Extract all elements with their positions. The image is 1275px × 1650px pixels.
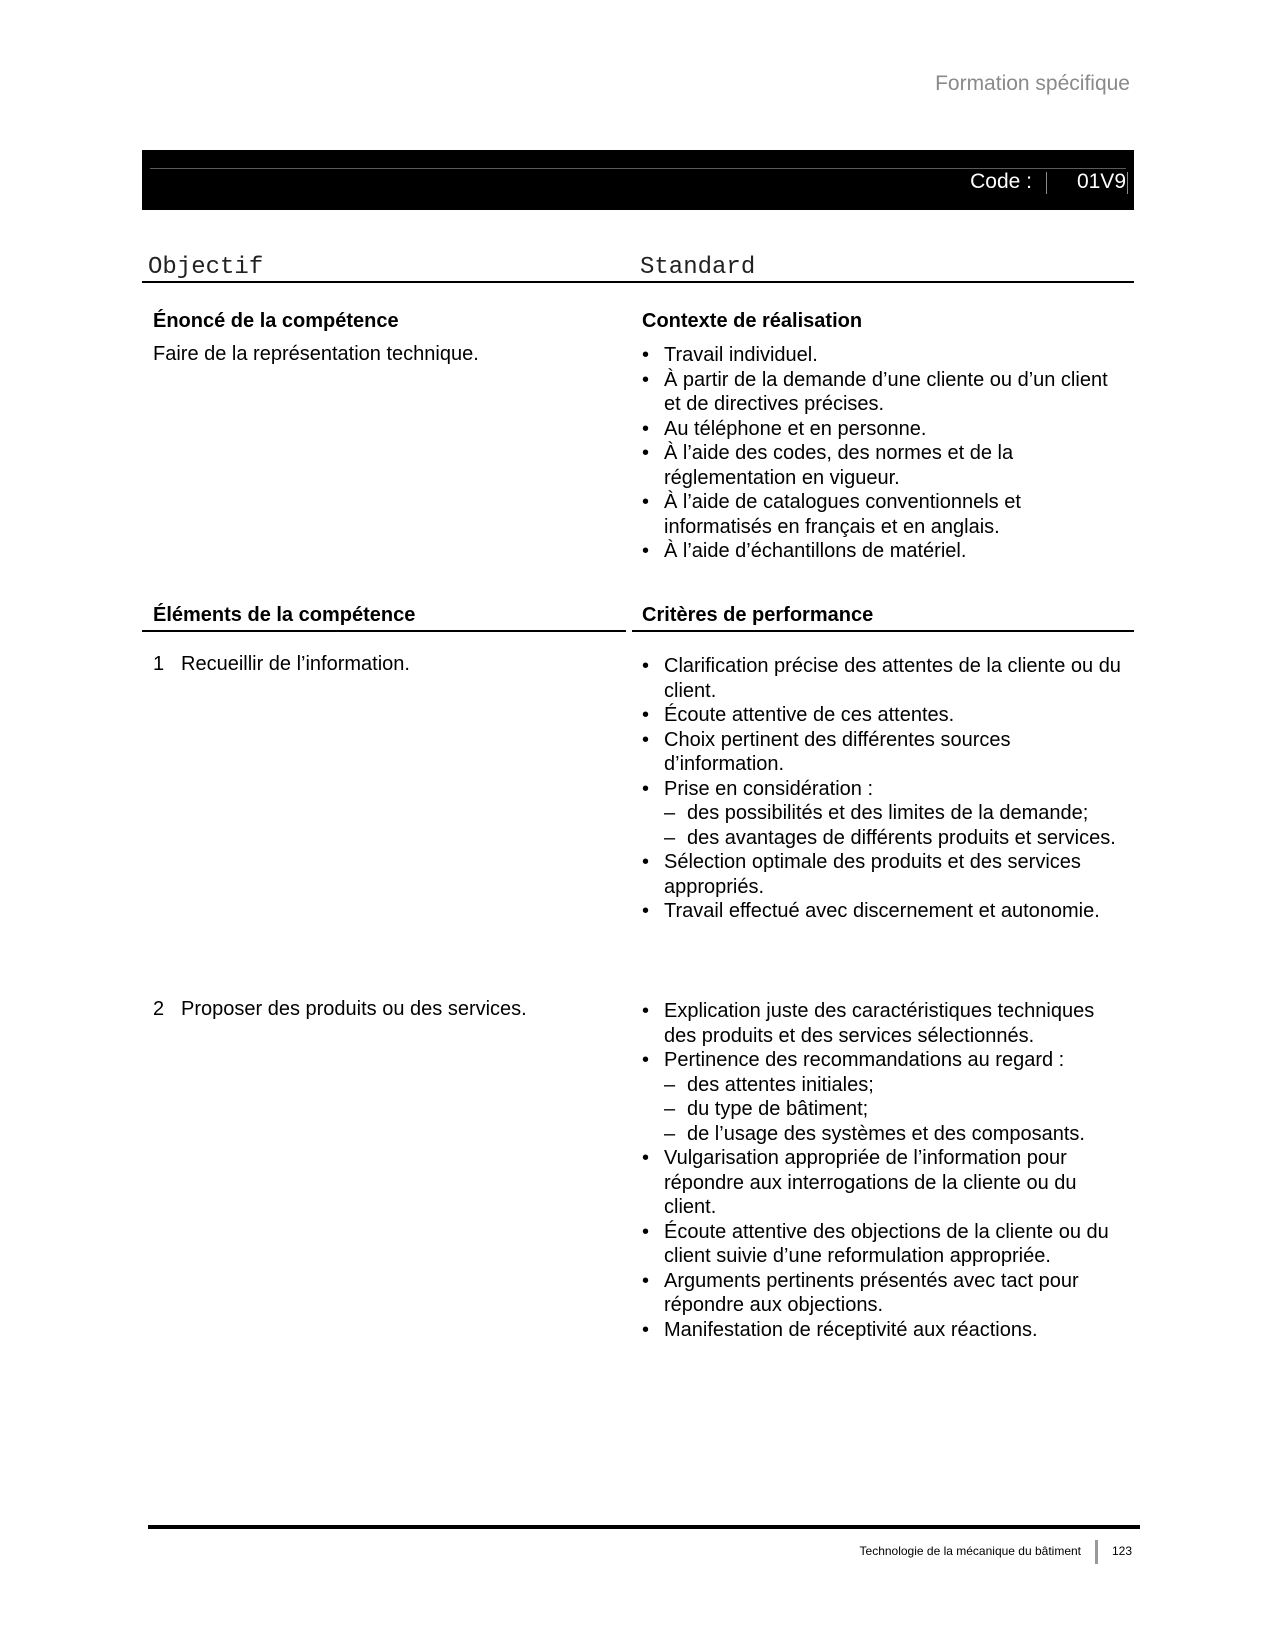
contexte-item: • À l’aide d’échantillons de matériel. [642, 539, 1112, 564]
contexte-item: • À partir de la demande d’une cliente ou d’un client et de directives précises. [642, 368, 1112, 417]
code-separator [1046, 172, 1047, 194]
criterion-item: • Choix pertinent des différentes sources d’information. [642, 728, 1122, 777]
criterion-item: • Vulgarisation appropriée de l’information pour répondre aux interrogations de la cliente ou du client. [642, 1146, 1122, 1220]
code-value: 01V9 [1076, 170, 1126, 193]
footer-title: Technologie de la mécanique du bâtiment [859, 1544, 1081, 1558]
footer-separator [1095, 1540, 1098, 1564]
criterion-item: • Écoute attentive des objections de la cliente ou du client suivie d’une reformulation appropriée. [642, 1220, 1122, 1269]
criterion-subitem: – du type de bâtiment; [664, 1097, 1122, 1122]
contexte-item: • Au téléphone et en personne. [642, 417, 1112, 442]
criterion-item [642, 777, 1122, 851]
enonce-heading: Énoncé de la compétence [153, 310, 399, 332]
criterion-subitem: – des possibilités et des limites de la demande; [664, 801, 1122, 826]
criterion-subitem: – des avantages de différents produits et services. [664, 826, 1122, 851]
running-head: Formation spécifique [935, 72, 1130, 95]
element-number: 2 [153, 998, 165, 1020]
criterion-item: • Manifestation de réceptivité aux réactions. [642, 1318, 1122, 1343]
criterion-item: • Écoute attentive de ces attentes. [642, 703, 1122, 728]
criteres-rule [632, 630, 1134, 632]
contexte-item: • À l’aide de catalogues conventionnels et informatisés en français et en anglais. [642, 490, 1112, 539]
criterion-item: • Travail effectué avec discernement et autonomie. [642, 899, 1122, 924]
element-label: Proposer des produits ou des services. [181, 998, 527, 1020]
contexte-list [642, 343, 1112, 564]
element-2 [153, 997, 527, 1022]
criterion-subitem: – des attentes initiales; [664, 1073, 1122, 1098]
criteria-list-1 [642, 654, 1122, 924]
title-bar [142, 150, 1134, 210]
criterion-text: Pertinence des recommandations au regard : [664, 1049, 1065, 1071]
enonce-text: Faire de la représentation technique. [153, 343, 479, 365]
code-value-border [1127, 172, 1128, 194]
criteres-heading: Critères de performance [642, 604, 874, 626]
elements-rule [142, 630, 626, 632]
code-label: Code : [970, 170, 1032, 193]
criterion-text: Prise en considération : [664, 777, 874, 800]
criterion-sublist [664, 1073, 1122, 1147]
criterion-item: • Clarification précise des attentes de la cliente ou du client. [642, 654, 1122, 703]
contexte-heading: Contexte de réalisation [642, 310, 863, 332]
title-bar-rule [150, 168, 1126, 169]
column-heading-rule [142, 281, 1134, 283]
element-number: 1 [153, 653, 165, 675]
criterion-item [642, 1048, 1122, 1146]
element-label: Recueillir de l’information. [181, 653, 410, 675]
criterion-item: • Arguments pertinents présentés avec tact pour répondre aux objections. [642, 1269, 1122, 1318]
contexte-item: • Travail individuel. [642, 343, 1112, 368]
criterion-item: • Explication juste des caractéristiques techniques des produits et des services sélectionnés. [642, 999, 1122, 1048]
criterion-subitem: – de l’usage des systèmes et des composants. [664, 1122, 1122, 1147]
page-number: 123 [1112, 1544, 1133, 1558]
criterion-sublist [664, 801, 1122, 850]
footer-rule [148, 1525, 1140, 1529]
objectif-heading: Objectif [148, 254, 264, 281]
contexte-item: • À l’aide des codes, des normes et de la réglementation en vigueur. [642, 441, 1112, 490]
standard-heading: Standard [640, 254, 756, 281]
criteria-list-2 [642, 999, 1122, 1342]
elements-heading: Éléments de la compétence [153, 604, 416, 626]
criterion-item: • Sélection optimale des produits et des services appropriés. [642, 850, 1122, 899]
element-1 [153, 652, 410, 677]
